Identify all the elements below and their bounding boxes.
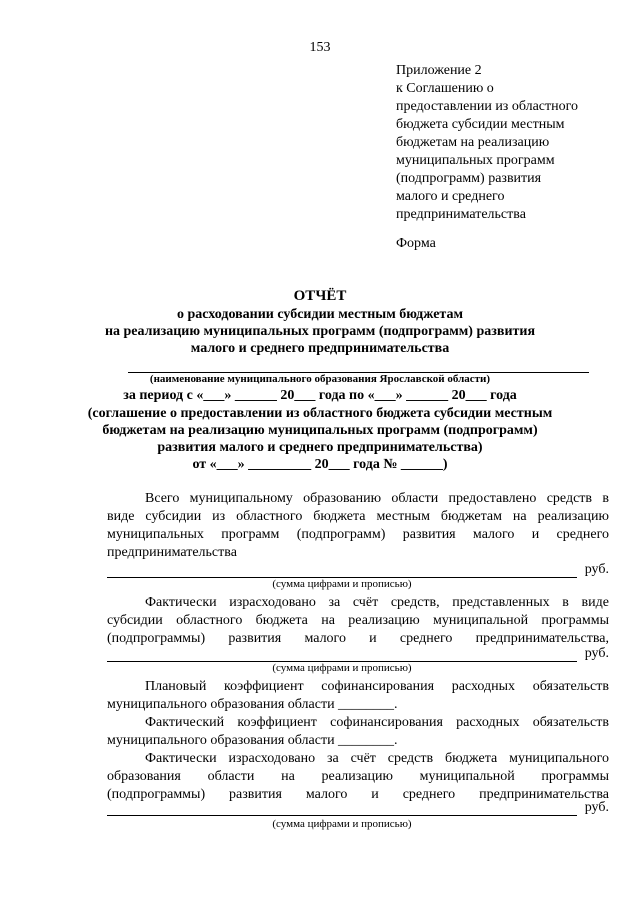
- paragraph-line: Всего муниципальному образованию области предоставлено средств в: [145, 491, 609, 506]
- spent-amount-fill-line: [107, 649, 577, 662]
- report-subtitle-line: о расходовании субсидии местным бюджетам: [176, 307, 463, 322]
- paragraph-line: предпринимательства: [107, 545, 237, 560]
- page-number: 153: [309, 40, 331, 55]
- total-paragraph: [107, 490, 609, 562]
- paragraph-line: Плановый коэффициент софинансирования расходных обязательств: [145, 679, 609, 694]
- municipality-caption: (наименование муниципального образования Ярославской области): [149, 373, 491, 385]
- amount-caption: (сумма цифрами и прописью): [272, 662, 412, 674]
- spent-municipal-paragraph: [107, 750, 609, 804]
- currency-unit: руб.: [584, 562, 609, 577]
- paragraph-line: Фактически израсходовано за счёт средств, представленных в виде: [145, 595, 609, 610]
- spent-paragraph: [107, 594, 609, 648]
- report-period: за период с «___» ______ 20___ года по «___» ______ 20___ года: [123, 388, 517, 403]
- appendix-line: бюджета субсидии местным: [396, 117, 565, 132]
- agreement-line: от «___» _________ 20___ года № ______): [192, 457, 448, 472]
- spent-municipal-amount-fill-line: [107, 803, 577, 816]
- amount-caption: (сумма цифрами и прописью): [272, 578, 412, 590]
- report-subtitle-line: на реализацию муниципальных программ (подпрограмм) развития: [104, 324, 536, 339]
- total-amount-fill-line: [107, 565, 577, 578]
- spent-municipal-amount-row: [107, 800, 609, 816]
- currency-unit: руб.: [584, 800, 609, 815]
- paragraph-line: муниципальных программ (подпрограмм) развития малого и среднего: [107, 527, 609, 542]
- amount-caption: (сумма цифрами и прописью): [272, 818, 412, 830]
- spent-amount-row: [107, 646, 609, 662]
- paragraph-line: образования области на реализацию муниципальной программы: [107, 769, 609, 784]
- appendix-line: бюджетам на реализацию: [396, 135, 550, 150]
- report-subtitle-line: малого и среднего предпринимательства: [190, 341, 450, 356]
- appendix-line: малого и среднего: [396, 189, 505, 204]
- appendix-line: муниципальных программ: [396, 153, 555, 168]
- appendix-line: к Соглашению о: [396, 81, 494, 96]
- planned-coefficient-paragraph: [107, 678, 609, 714]
- appendix-block: [396, 62, 626, 224]
- agreement-line: развития малого и среднего предпринимательства): [157, 440, 483, 455]
- paragraph-line: субсидии областного бюджета на реализацию муниципальной программы: [107, 613, 609, 628]
- currency-unit: руб.: [584, 646, 609, 661]
- paragraph-line: виде субсидии из областного бюджета местным бюджетам на реализацию: [107, 509, 609, 524]
- paragraph-line: Фактический коэффициент софинансирования расходных обязательств: [145, 715, 609, 730]
- paragraph-line: муниципального образования области ________.: [107, 733, 398, 748]
- paragraph-line: Фактически израсходовано за счёт средств бюджета муниципального: [145, 751, 609, 766]
- agreement-line: (соглашение о предоставлении из областного бюджета субсидии местным: [87, 406, 553, 421]
- form-label: Форма: [396, 236, 436, 251]
- total-amount-row: [107, 562, 609, 578]
- appendix-line: (подпрограмм) развития: [396, 171, 542, 186]
- paragraph-line: (подпрограммы) развития малого и среднего предпринимательства: [107, 787, 609, 802]
- appendix-line: предпринимательства: [396, 207, 526, 222]
- actual-coefficient-paragraph: [107, 714, 609, 750]
- appendix-line: Приложение 2: [396, 63, 482, 78]
- agreement-line: бюджетам на реализацию муниципальных программ (подпрограмм): [102, 423, 538, 438]
- report-heading: ОТЧЁТ: [293, 288, 347, 304]
- paragraph-line: (подпрограммы) развития малого и среднего предпринимательства,: [107, 631, 609, 646]
- appendix-line: предоставлении из областного: [396, 99, 579, 114]
- paragraph-line: муниципального образования области ________.: [107, 697, 398, 712]
